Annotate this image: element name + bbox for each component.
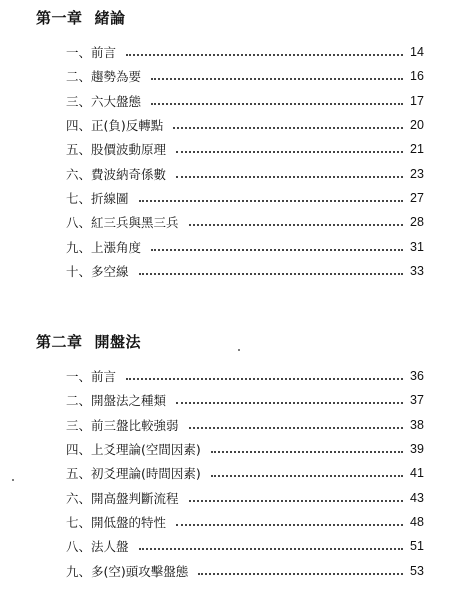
toc-entry[interactable] [66,113,436,137]
entry-label: 四、上爻理論(空間因素) [66,442,201,458]
chapter-2 [36,333,436,351]
entry-page-number: 43 [410,490,424,505]
dot-leader [189,500,403,502]
dot-leader [176,151,403,153]
entry-label: 七、折線圖 [66,190,129,206]
chapter-1-entries [66,40,436,283]
dot-leader [198,573,403,575]
dot-leader [139,200,403,202]
chapter-1 [36,9,436,27]
entry-page-number: 38 [410,417,424,432]
entry-label: 一、前言 [66,45,117,61]
entry-label: 五、初爻理論(時間因素) [66,466,201,482]
dot-leader [173,127,403,129]
dot-leader [139,548,403,550]
dot-leader [211,475,403,477]
entry-page-number: 41 [410,466,424,481]
entry-label: 四、正(負)反轉點 [66,118,164,134]
entry-page-number: 23 [410,166,424,181]
entry-page-number: 14 [410,45,424,60]
entry-page-number: 48 [410,514,424,529]
entry-page-number: 53 [410,563,424,578]
dot-leader [151,249,403,251]
dot-leader [189,224,403,226]
scan-speck [238,349,240,351]
entry-page-number: 28 [410,215,424,230]
chapter-1-heading [36,9,436,27]
dot-leader [126,378,403,380]
entry-page-number: 16 [410,69,424,84]
toc-entry[interactable] [66,437,436,461]
entry-page-number: 51 [410,539,424,554]
entry-label: 五、股價波動原理 [66,142,167,158]
entry-page-number: 17 [410,93,424,108]
toc-entry[interactable] [66,186,436,210]
chapter-2-title: 開盤法 [94,333,142,351]
toc-entry[interactable] [66,388,436,412]
entry-label: 一、前言 [66,369,117,385]
entry-label: 十、多空線 [66,263,129,279]
entry-label: 二、趨勢為要 [66,69,142,85]
entry-page-number: 36 [410,369,424,384]
toc-entry[interactable] [66,259,436,283]
toc-entry[interactable] [66,89,436,113]
chapter-1-number: 第一章 [36,9,83,27]
dot-leader [189,427,403,429]
entry-label: 九、多(空)頭攻擊盤態 [66,563,189,579]
chapter-1-title: 緒論 [94,9,126,27]
toc-entry[interactable] [66,161,436,185]
toc-entry[interactable] [66,461,436,485]
toc-entry[interactable] [66,137,436,161]
entry-page-number: 33 [410,263,424,278]
entry-label: 九、上漲角度 [66,239,142,255]
toc-entry[interactable] [66,210,436,234]
entry-page-number: 20 [410,118,424,133]
dot-leader [176,524,403,526]
entry-label: 八、紅三兵與黑三兵 [66,215,179,231]
entry-page-number: 31 [410,239,424,254]
scan-speck [12,479,14,481]
dot-leader [151,78,403,80]
entry-label: 二、開盤法之種類 [66,393,167,409]
dot-leader [176,176,403,178]
dot-leader [176,402,403,404]
toc-entry[interactable] [66,64,436,88]
chapter-2-heading [36,333,436,351]
toc-entry[interactable] [66,234,436,258]
entry-label: 三、前三盤比較強弱 [66,417,179,433]
toc-entry[interactable] [66,40,436,64]
dot-leader [139,273,403,275]
dot-leader [151,103,403,105]
dot-leader [211,451,403,453]
entry-label: 六、開高盤判斷流程 [66,490,179,506]
entry-page-number: 27 [410,190,424,205]
chapter-2-entries [66,364,436,583]
entry-label: 七、開低盤的特性 [66,514,167,530]
toc-entry[interactable] [66,413,436,437]
entry-label: 三、六大盤態 [66,93,142,109]
entry-page-number: 39 [410,442,424,457]
entry-label: 八、法人盤 [66,539,129,555]
toc-entry[interactable] [66,558,436,582]
entry-page-number: 37 [410,393,424,408]
toc-entry[interactable] [66,534,436,558]
toc-entry[interactable] [66,510,436,534]
toc-entry[interactable] [66,485,436,509]
entry-label: 六、費波納奇係數 [66,166,167,182]
chapter-2-number: 第二章 [36,333,83,351]
dot-leader [126,54,403,56]
entry-page-number: 21 [410,142,424,157]
toc-entry[interactable] [66,364,436,388]
